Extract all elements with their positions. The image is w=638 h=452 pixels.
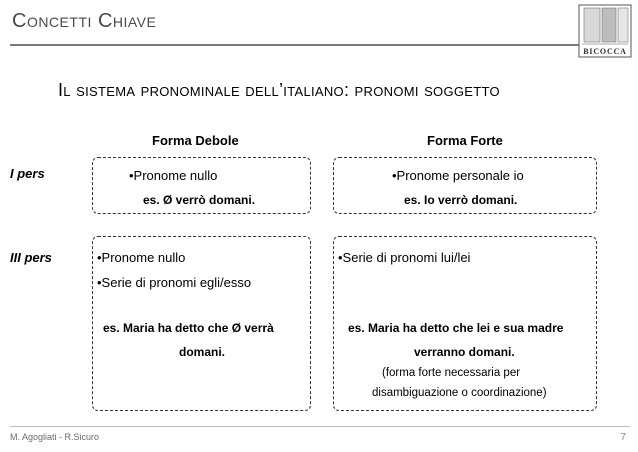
- box-third-strong: [333, 236, 597, 411]
- example-first-strong: es. Io verrò domani.: [404, 193, 518, 207]
- example-first-weak: es. Ø verrò domani.: [143, 193, 256, 207]
- university-logo: [578, 4, 632, 58]
- page-number: 7: [620, 432, 626, 443]
- logo-wordmark: BICOCCA: [583, 47, 627, 56]
- bullet-third-weak-1: •Pronome nullo: [97, 250, 186, 265]
- bullet-first-weak: •Pronome nullo: [129, 168, 218, 183]
- note-third-strong-line-2: disambiguazione o coordinazione): [372, 387, 547, 399]
- example-third-strong-line-1: es. Maria ha detto che lei e sua madre: [348, 321, 564, 335]
- row-label-first-person: I pers: [10, 166, 45, 181]
- box-first-weak: [92, 157, 311, 214]
- header-title: Concetti Chiave: [12, 10, 157, 32]
- slide-title: Il sistema pronominale dell’italiano: pronomi soggetto: [58, 80, 500, 100]
- row-label-third-person: III pers: [10, 250, 52, 265]
- box-first-strong: [333, 157, 597, 214]
- footer-divider: [10, 426, 630, 427]
- example-third-strong-line-2: verranno domani.: [414, 345, 515, 359]
- header-divider: [10, 44, 592, 46]
- bullet-first-strong: •Pronome personale io: [392, 168, 524, 183]
- example-third-weak-line-1: es. Maria ha detto che Ø verrà: [103, 321, 274, 335]
- bullet-third-weak-2: •Serie di pronomi egli/esso: [97, 275, 252, 290]
- note-third-strong-line-1: (forma forte necessaria per: [382, 367, 521, 379]
- box-third-weak: [92, 236, 311, 411]
- example-third-weak-line-2: domani.: [179, 345, 226, 359]
- footer-author: M. Agogliati - R.Sicuro: [10, 432, 100, 442]
- column-header-strong: Forma Forte: [427, 133, 503, 148]
- bullet-third-strong: •Serie di pronomi lui/lei: [338, 250, 471, 265]
- column-header-weak: Forma Debole: [152, 133, 239, 148]
